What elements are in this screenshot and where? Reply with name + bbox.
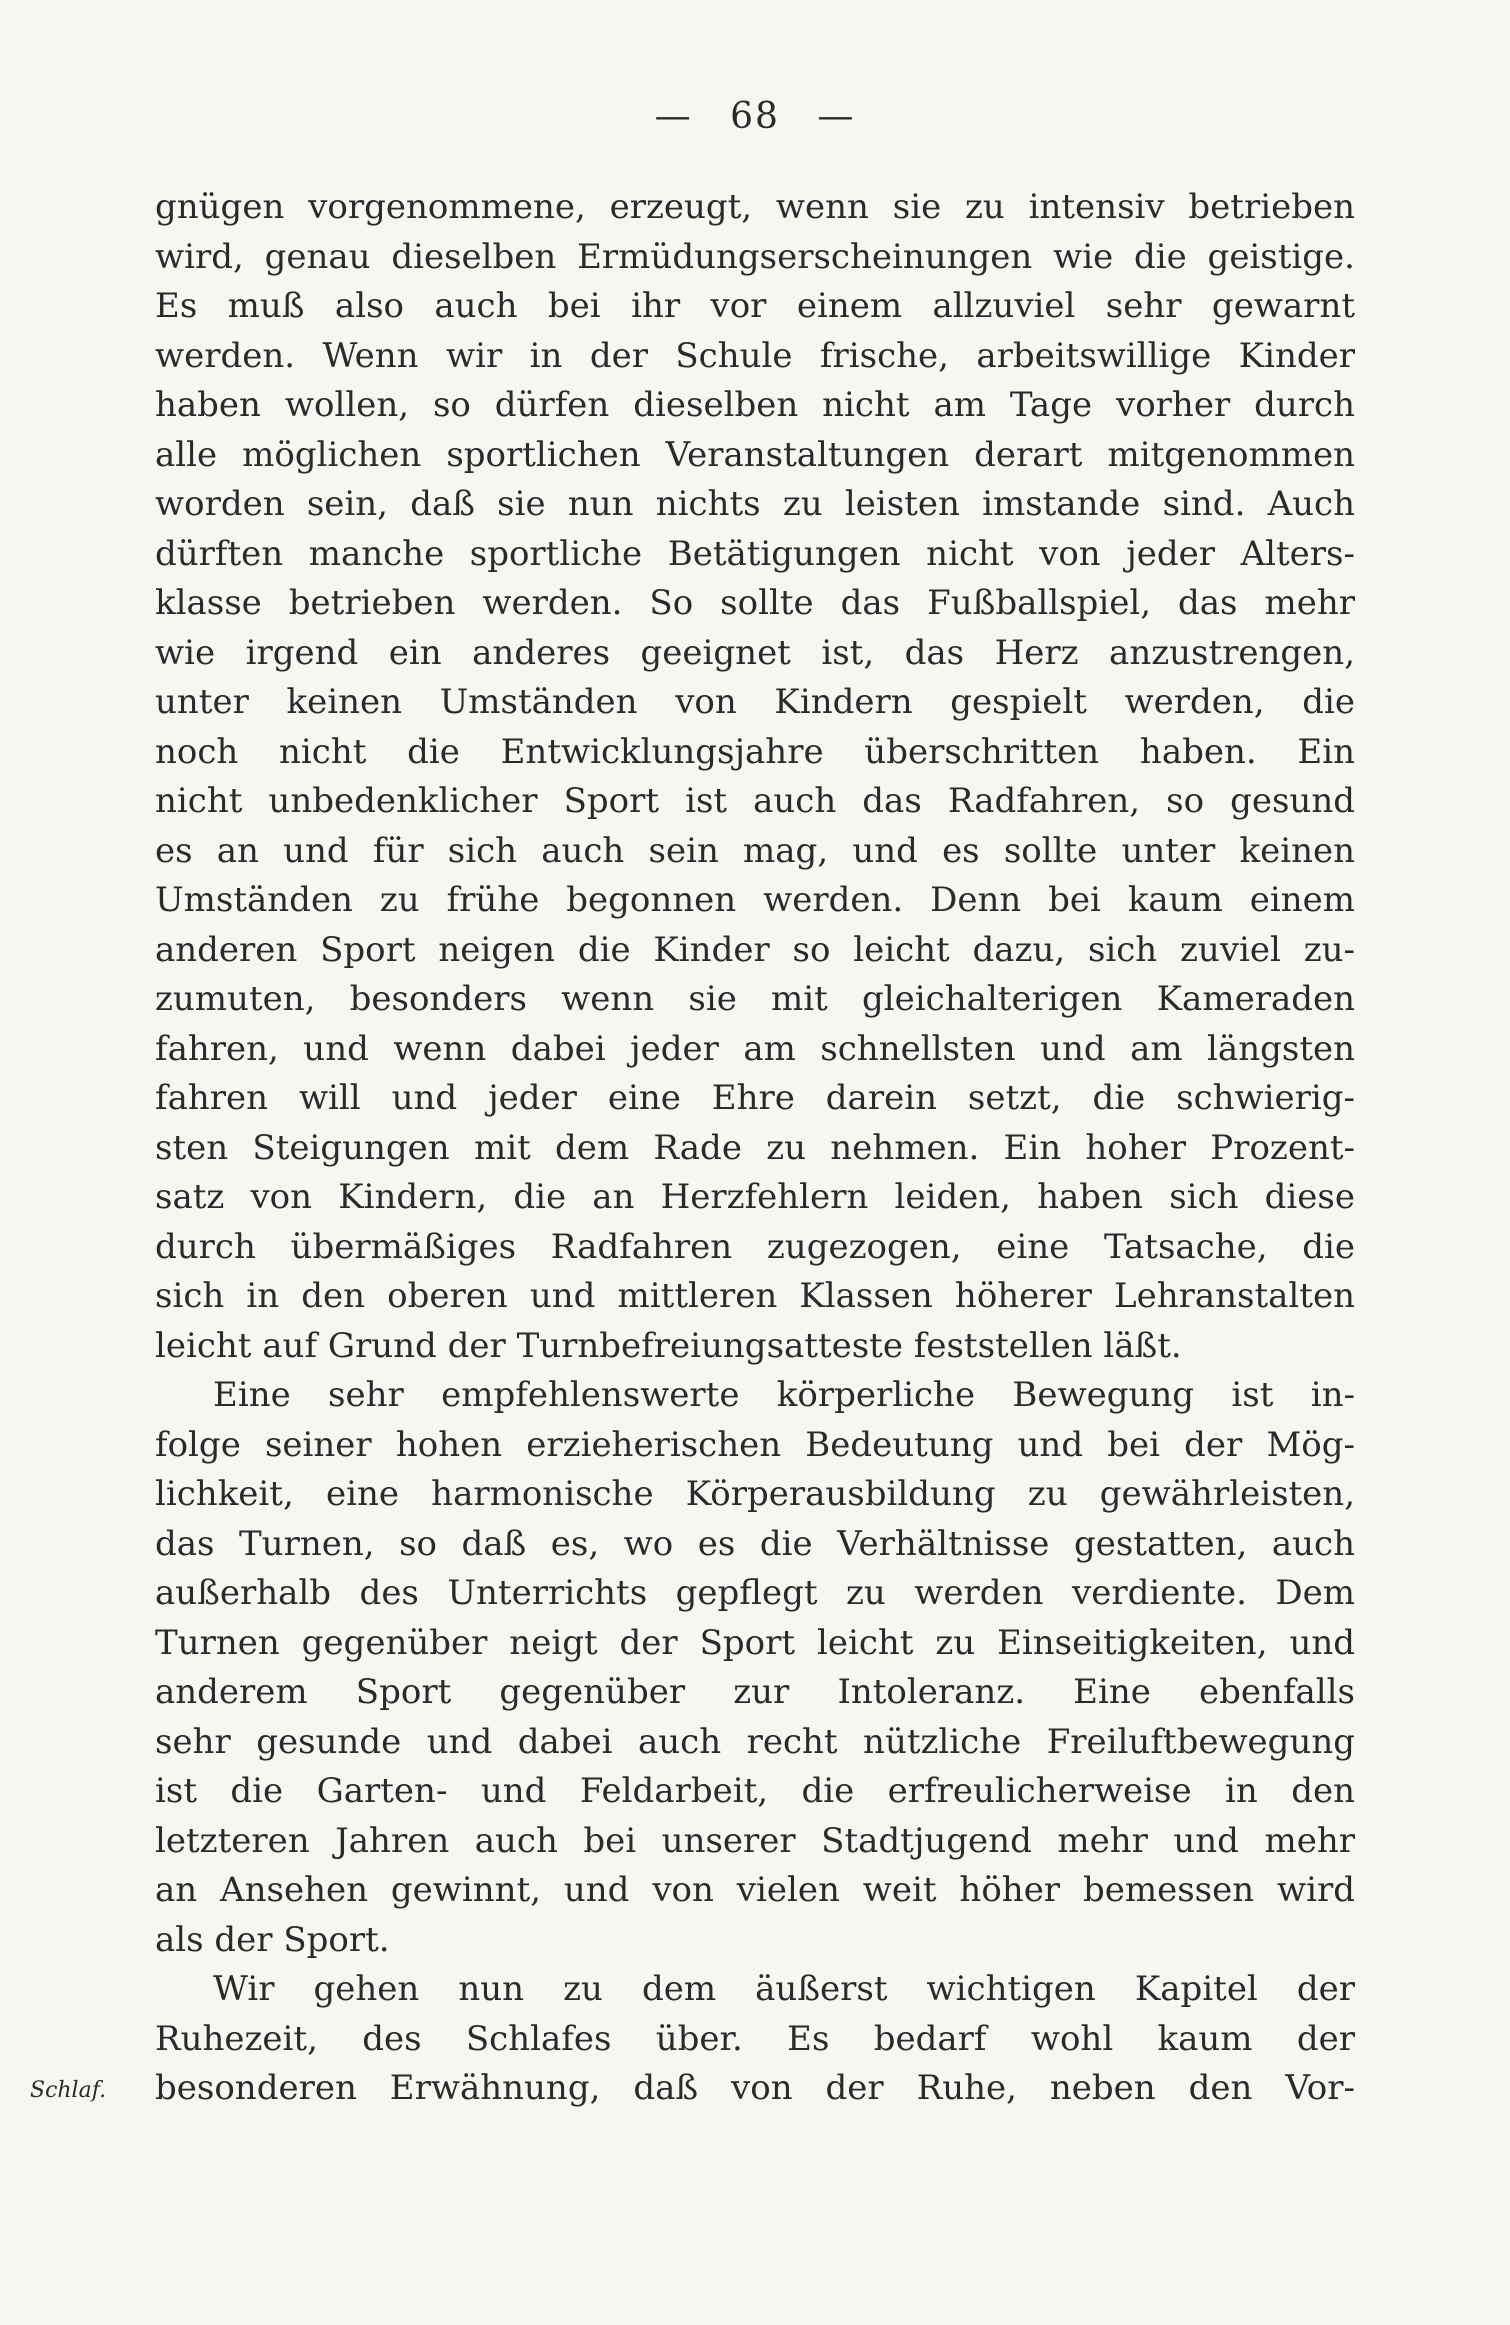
text-line: das Turnen, so daß es, wo es die Verhältnisse gestatten, auch [155,1523,1355,1564]
text-line: sehr gesunde und dabei auch recht nützliche Freiluftbewegung [155,1721,1355,1762]
text-line: fahren, und wenn dabei jeder am schnellsten und am längsten [155,1028,1355,1069]
text-line: gnügen vorgenommene, erzeugt, wenn sie zu intensiv betrieben [155,187,1355,227]
text-line: ist die Garten- und Feldarbeit, die erfreulicherweise in den [155,1771,1355,1811]
margin-note: Schlaf. [30,2078,107,2103]
page-number-header [0,96,1510,137]
text-line: als der Sport. [155,1919,390,1960]
text-line: es an und für sich auch sein mag, und es sollte unter keinen [155,830,1355,871]
body-text [155,183,1355,2114]
text-line: noch nicht die Entwicklungsjahre überschritten haben. Ein [155,731,1355,772]
paragraph-start-line: Wir gehen nun zu dem äußerst wichtigen Kapitel der [213,1969,1355,2009]
text-line: anderem Sport gegenüber zur Intoleranz. Eine ebenfalls [155,1672,1355,1712]
text-line: unter keinen Umständen von Kindern gespielt werden, die [155,682,1355,722]
text-line: alle möglichen sportlichen Veranstaltungen derart mitgenommen [155,434,1355,475]
text-line: Turnen gegenüber neigt der Sport leicht zu Einseitigkeiten, und [155,1622,1355,1663]
text-line: anderen Sport neigen die Kinder so leicht dazu, sich zuviel zu- [155,929,1355,970]
text-line: lichkeit, eine harmonische Körperausbildung zu gewährleisten, [155,1474,1355,1514]
text-line: zumuten, besonders wenn sie mit gleichalterigen Kameraden [155,979,1355,1019]
text-line: Ruhezeit, des Schlafes über. Es bedarf wohl kaum der [155,2018,1355,2059]
text-line: sich in den oberen und mittleren Klassen höherer Lehranstalten [155,1276,1355,1316]
text-line: werden. Wenn wir in der Schule frische, arbeitswillige Kinder [155,335,1355,376]
text-line: nicht unbedenklicher Sport ist auch das Radfahren, so gesund [155,781,1355,821]
page-number-dash-left: — [654,96,693,137]
text-line: Es muß also auch bei ihr vor einem allzuviel sehr gewarnt [155,286,1355,326]
text-line: an Ansehen gewinnt, und von vielen weit höher bemessen wird [155,1870,1355,1910]
text-line: satz von Kindern, die an Herzfehlern leiden, haben sich diese [155,1177,1355,1217]
text-line: dürften manche sportliche Betätigungen nicht von jeder Alters- [155,533,1355,574]
text-line: wie irgend ein anderes geeignet ist, das Herz anzustrengen, [155,632,1355,673]
text-line: klasse betrieben werden. So sollte das Fußballspiel, das mehr [155,583,1355,623]
text-line: besonderen Erwähnung, daß von der Ruhe, neben den Vor- [155,2068,1355,2108]
text-line: wird, genau dieselben Ermüdungserscheinungen wie die geistige. [155,236,1355,277]
paragraph-start-line: Eine sehr empfehlenswerte körperliche Bewegung ist in- [213,1375,1355,1415]
text-line: haben wollen, so dürfen dieselben nicht am Tage vorher durch [155,385,1355,425]
text-line: folge seiner hohen erzieherischen Bedeutung und bei der Mög- [155,1424,1355,1465]
text-line: sten Steigungen mit dem Rade zu nehmen. Ein hoher Prozent- [155,1127,1355,1168]
page-number-dash-right: — [817,96,856,137]
text-line: leicht auf Grund der Turnbefreiungsatteste feststellen läßt. [155,1325,1182,1366]
text-line: letzteren Jahren auch bei unserer Stadtjugend mehr und mehr [155,1820,1355,1861]
text-line: Umständen zu frühe begonnen werden. Denn bei kaum einem [155,880,1355,920]
text-line: fahren will und jeder eine Ehre darein setzt, die schwierig- [155,1078,1355,1118]
text-line: worden sein, daß sie nun nichts zu leisten imstande sind. Auch [155,484,1355,524]
text-line: durch übermäßiges Radfahren zugezogen, eine Tatsache, die [155,1226,1355,1267]
text-line: außerhalb des Unterrichts gepflegt zu werden verdiente. Dem [155,1573,1355,1613]
page-number: 68 [730,96,780,137]
